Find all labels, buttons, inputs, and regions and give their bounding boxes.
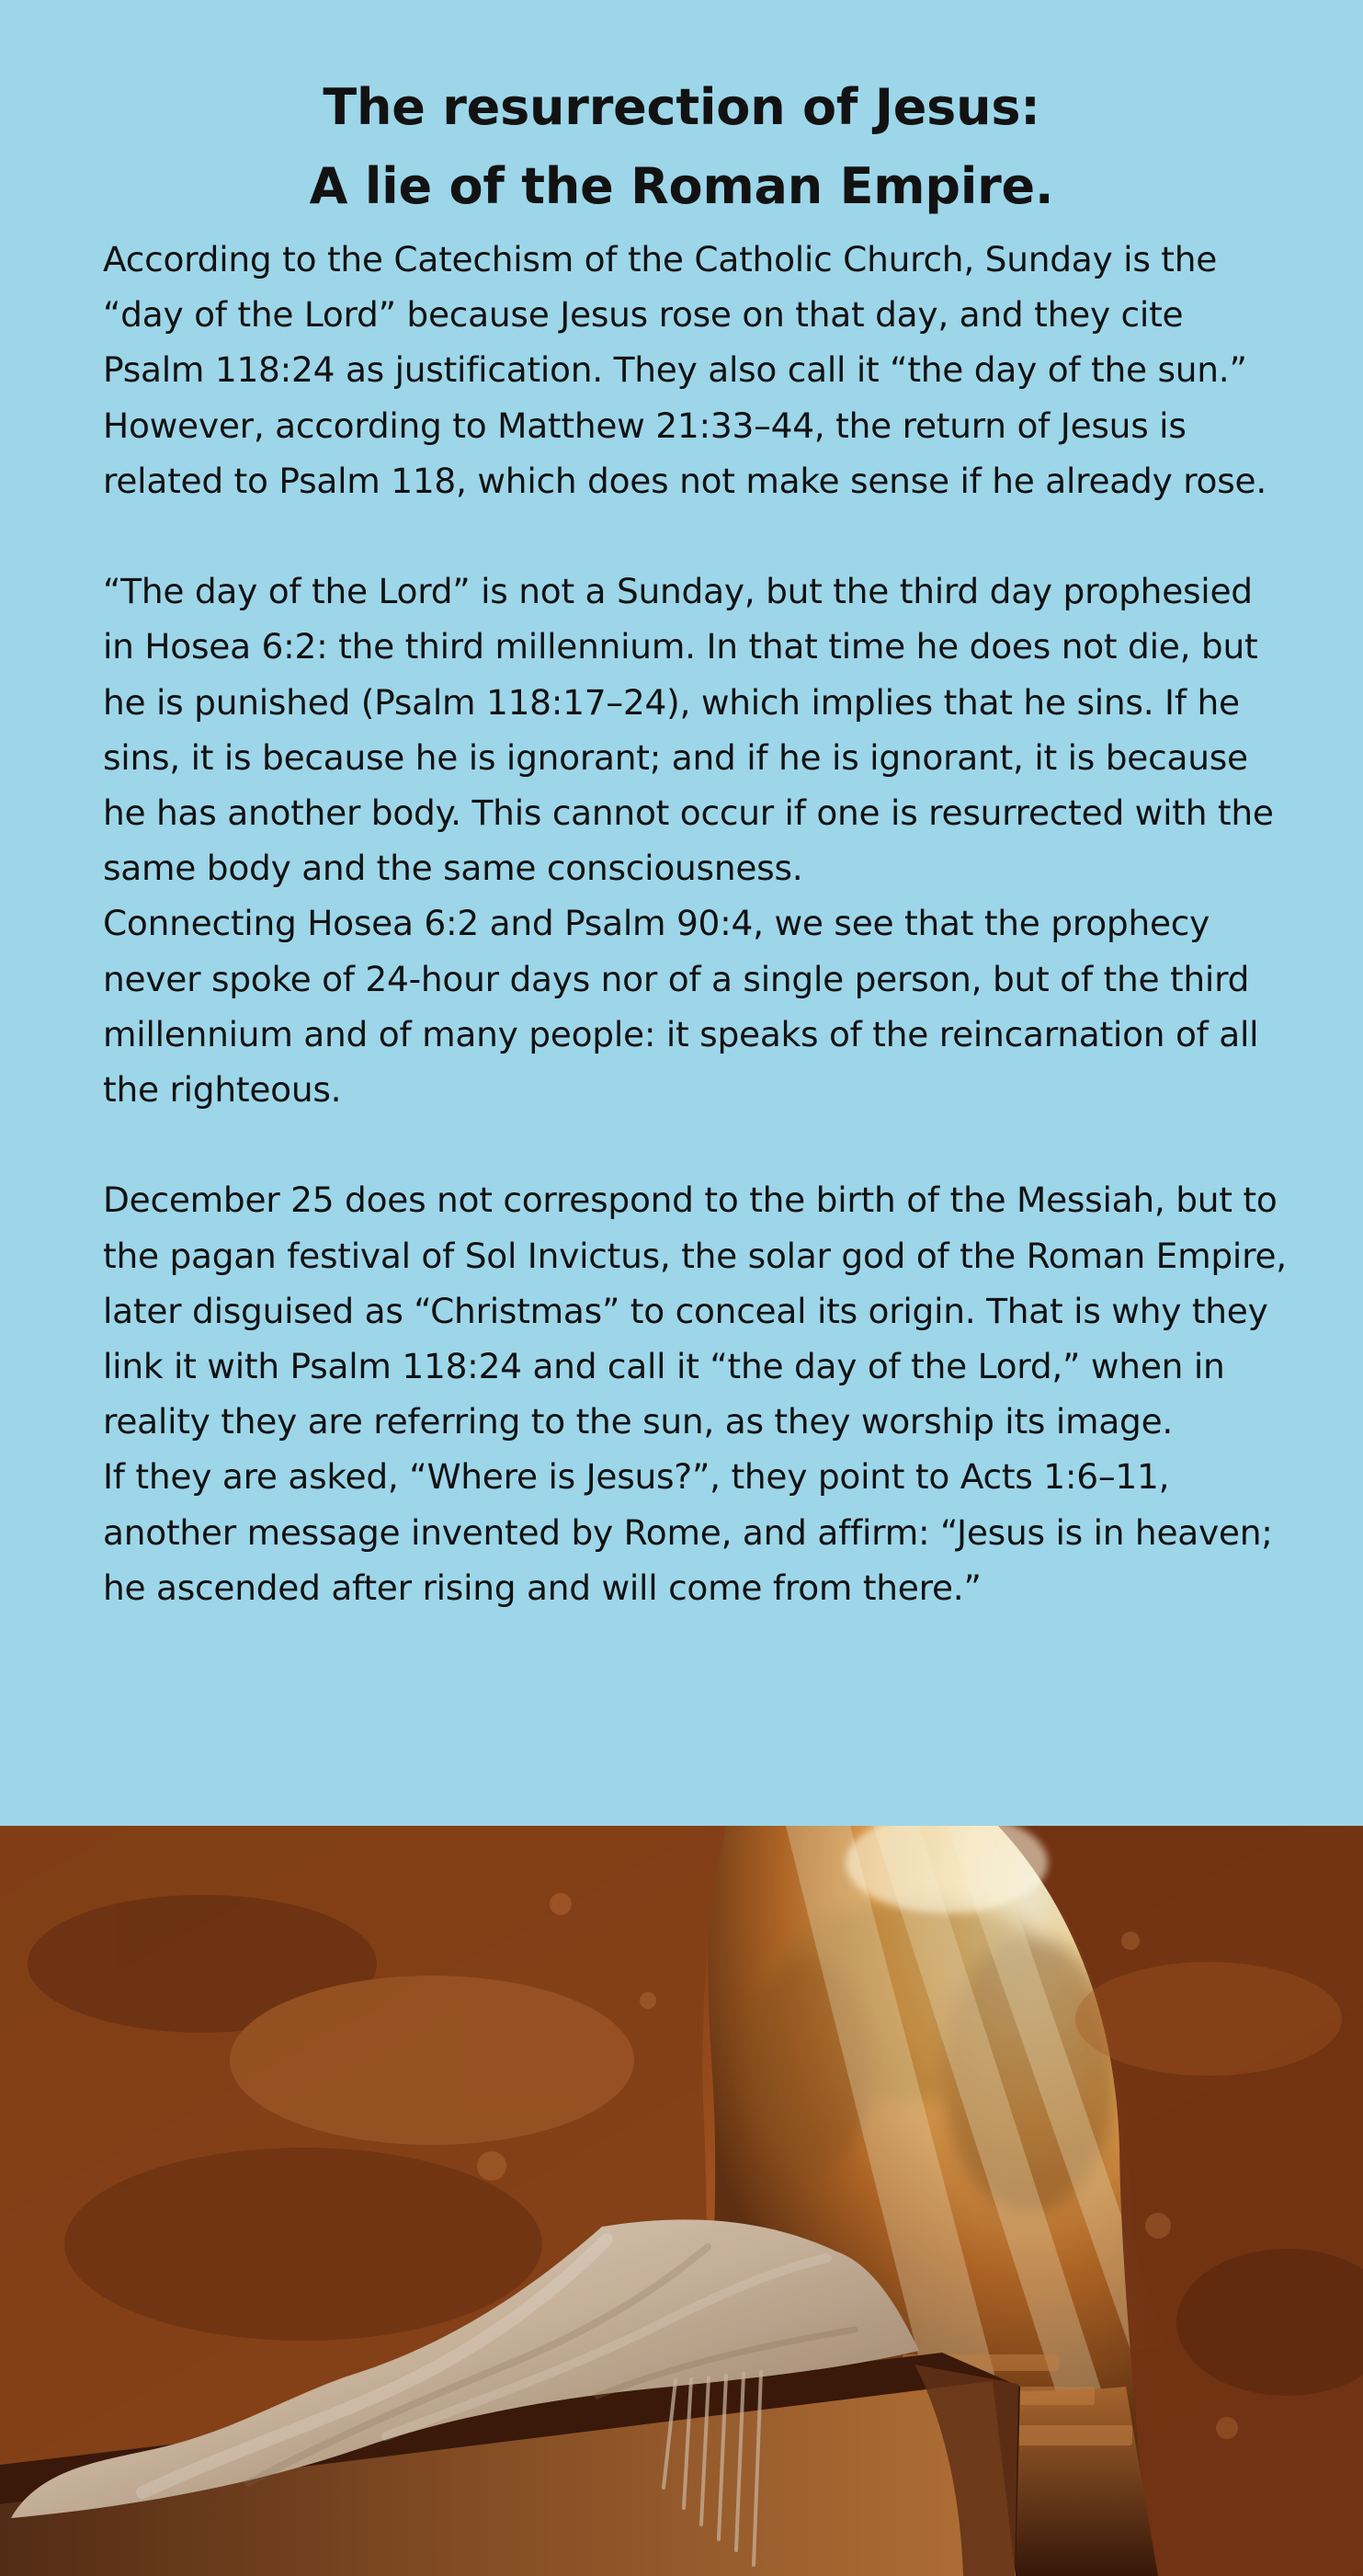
title-line-1: The resurrection of Jesus: — [323, 78, 1040, 137]
paragraph: If they are asked, “Where is Jesus?”, they point to Acts 1:6–11, another message invented by Rome, and affirm: “Jesus is in heaven; he ascended after rising and will come from there.” — [103, 1456, 1273, 1608]
title-line-2: A lie of the Roman Empire. — [309, 157, 1054, 216]
paragraph-spacer — [103, 1117, 1289, 1172]
paragraph-spacer — [103, 508, 1289, 564]
paragraph: “The day of the Lord” is not a Sunday, but the third day prophesied in Hosea 6:2: the third millennium. In that time he does not die, but he is punished (Psalm 118:17–24), which implies that he sins. If he sins, it is because he is ignorant; and if he is ignorant, it is because he has another body. This cannot occur if one is resurrected with the same body and the same consciousness. — [103, 571, 1274, 889]
article-body — [103, 232, 1289, 1615]
paragraph: December 25 does not correspond to the birth of the Messiah, but to the pagan festival of Sol Invictus, the solar god of the Roman Empire, later disguised as “Christmas” to conceal its origin. That is why they link it with Psalm 118:24 and call it “the day of the Lord,” when in reality they are referring to the sun, as they worship its image. — [103, 1180, 1287, 1442]
empty-tomb-illustration — [0, 1826, 1363, 2576]
paragraph: According to the Catechism of the Catholic Church, Sunday is the “day of the Lord” because Jesus rose on that day, and they cite Psalm 118:24 as justification. They also call it “the day of the sun.” However, according to Matthew 21:33–44, the return of Jesus is related to Psalm 118, which does not make sense if he already rose. — [103, 239, 1267, 501]
page-title — [0, 68, 1363, 226]
paragraph: Connecting Hosea 6:2 and Psalm 90:4, we see that the prophecy never spoke of 24-hour days nor of a single person, but of the third millennium and of many people: it speaks of the reincarnation of all the righteous. — [103, 903, 1259, 1111]
